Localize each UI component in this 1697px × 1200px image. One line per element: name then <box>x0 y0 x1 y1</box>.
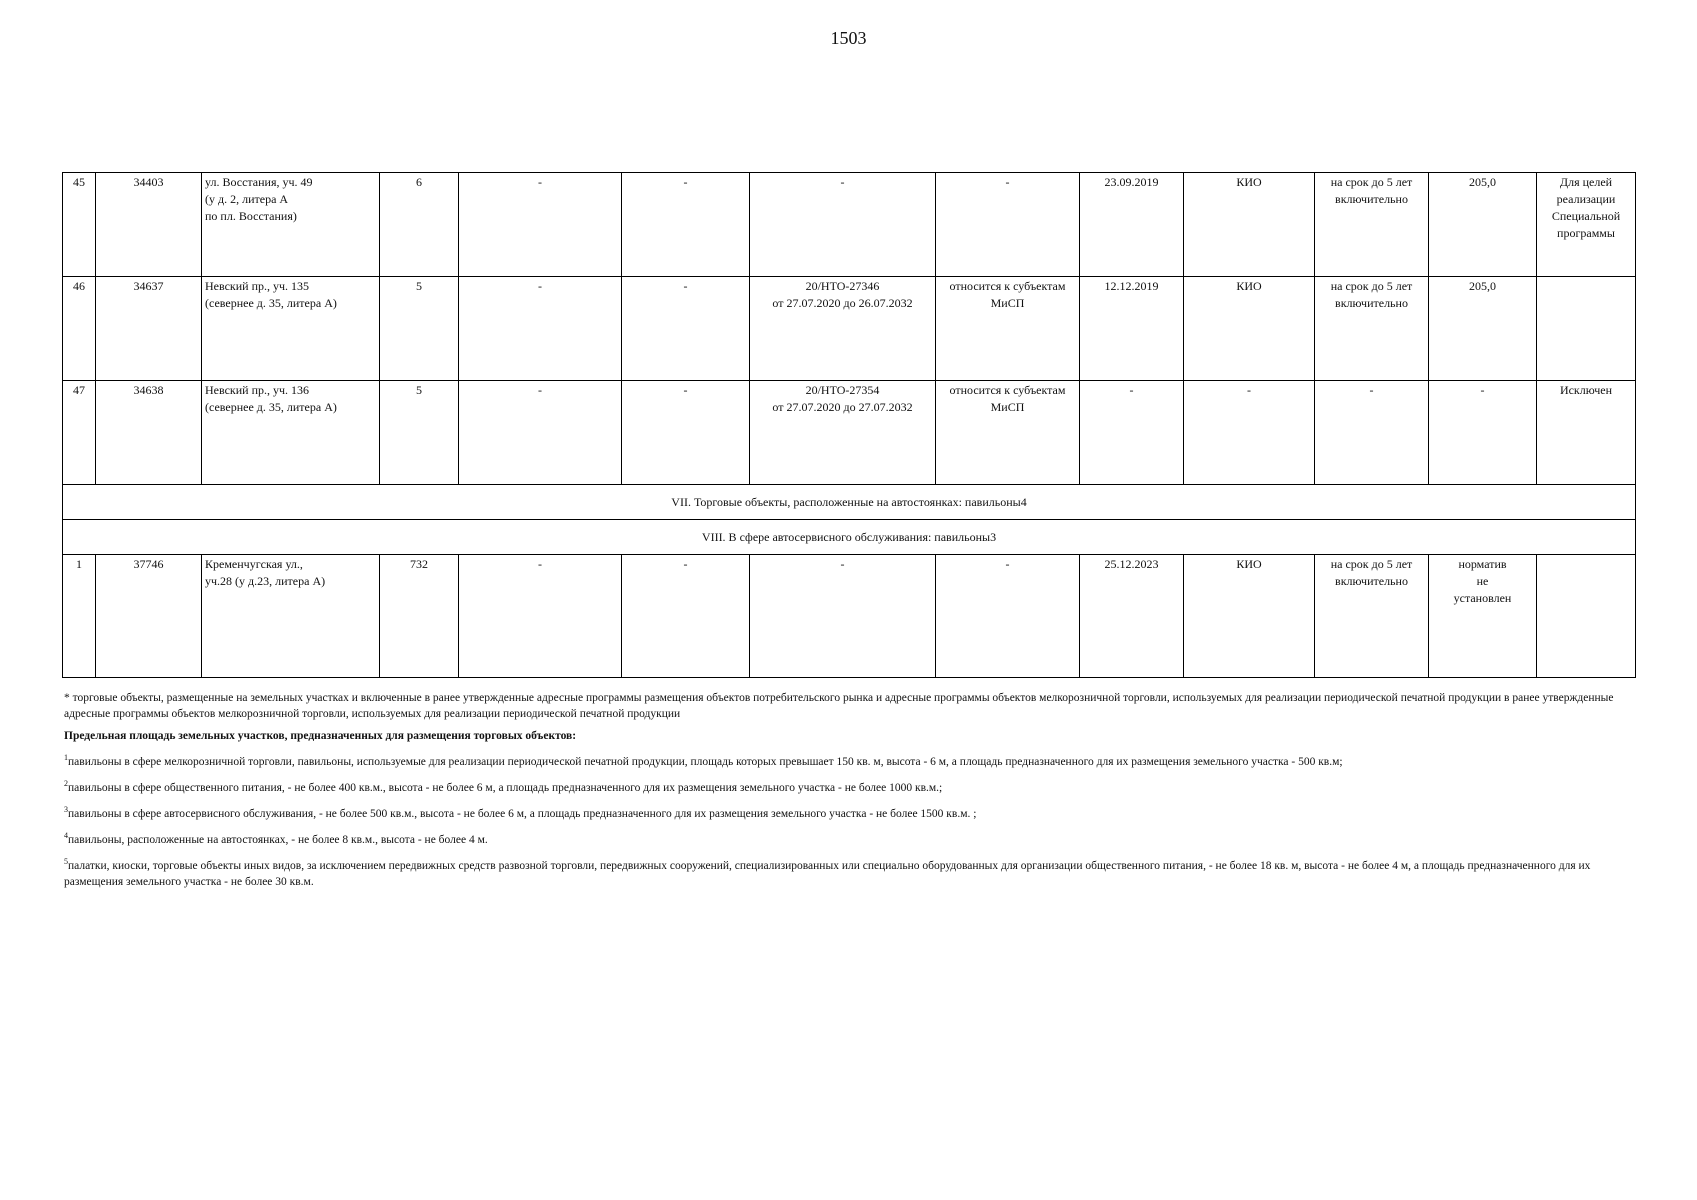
row-number: 45 <box>63 173 96 277</box>
object-address: Невский пр., уч. 136 (севернее д. 35, литера А) <box>202 381 380 485</box>
footnote-mark: 2 <box>64 779 68 788</box>
organization: КИО <box>1184 173 1315 277</box>
date-value: 12.12.2019 <box>1080 277 1184 381</box>
section-row <box>63 485 1636 520</box>
table-row <box>63 381 1636 485</box>
term-value: на срок до 5 лет включительно <box>1315 173 1429 277</box>
contract-info: 20/НТО-27354 от 27.07.2020 до 27.07.2032 <box>750 381 936 485</box>
footnotes <box>64 690 1639 900</box>
footnote-mark: 3 <box>64 805 68 814</box>
row-number: 46 <box>63 277 96 381</box>
footnote-1 <box>64 754 1639 770</box>
object-code: 37746 <box>96 555 202 678</box>
organization: - <box>1184 381 1315 485</box>
contract-info: - <box>750 173 936 277</box>
footnote-text: павильоны в сфере автосервисного обслуживания, - не более 500 кв.м., высота - не более 6 м, а площадь предназначенного для их размещения земельного участка - не более 1500 кв.м. ; <box>68 808 977 820</box>
footnote-5 <box>64 858 1639 890</box>
sme-status: относится к субъектам МиСП <box>936 277 1080 381</box>
object-code: 34637 <box>96 277 202 381</box>
footnote-3 <box>64 806 1639 822</box>
cell-col6: - <box>622 555 750 678</box>
footnote-text: палатки, киоски, торговые объекты иных видов, за исключением передвижных средств развозной торговли, передвижных сооружений, специализированных или специально оборудованных для организации общественного питания, - не более 18 кв. м, высота - не более 4 м, а площадь предназначенного для их размещения земельного участка - не более 30 кв.м. <box>64 860 1591 888</box>
sme-status: относится к субъектам МиСП <box>936 381 1080 485</box>
cell-col5: - <box>459 381 622 485</box>
term-value: на срок до 5 лет включительно <box>1315 277 1429 381</box>
area-value: 732 <box>380 555 459 678</box>
term-value: - <box>1315 381 1429 485</box>
section-row <box>63 520 1636 555</box>
contract-info: - <box>750 555 936 678</box>
register-table <box>62 172 1636 678</box>
object-address: ул. Восстания, уч. 49 (у д. 2, литера А по пл. Восстания) <box>202 173 380 277</box>
object-code: 34638 <box>96 381 202 485</box>
object-code: 34403 <box>96 173 202 277</box>
footnote-2 <box>64 780 1639 796</box>
footnote-4 <box>64 832 1639 848</box>
cell-col5: - <box>459 277 622 381</box>
rate-value: норматив не установлен <box>1429 555 1537 678</box>
note-value: Для целей реализации Специальной программы <box>1537 173 1636 277</box>
cell-col6: - <box>622 381 750 485</box>
footnote-text: павильоны в сфере общественного питания, - не более 400 кв.м., высота - не более 6 м, а площадь предназначенного для их размещения земельного участка - не более 1000 кв.м.; <box>68 782 943 794</box>
footnote-mark: 4 <box>64 831 68 840</box>
sme-status: - <box>936 555 1080 678</box>
rate-value: - <box>1429 381 1537 485</box>
area-value: 6 <box>380 173 459 277</box>
table-row <box>63 555 1636 678</box>
cell-col5: - <box>459 555 622 678</box>
object-address: Невский пр., уч. 135 (севернее д. 35, литера А) <box>202 277 380 381</box>
row-number: 47 <box>63 381 96 485</box>
date-value: - <box>1080 381 1184 485</box>
table-row <box>63 173 1636 277</box>
footnote-mark: 5 <box>64 857 68 866</box>
cell-col5: - <box>459 173 622 277</box>
footnote-heading: Предельная площадь земельных участков, предназначенных для размещения торговых объектов: <box>64 730 577 742</box>
area-value: 5 <box>380 381 459 485</box>
term-value: на срок до 5 лет включительно <box>1315 555 1429 678</box>
organization: КИО <box>1184 277 1315 381</box>
section-heading-8: VIII. В сфере автосервисного обслуживания: павильоны3 <box>63 520 1636 555</box>
organization: КИО <box>1184 555 1315 678</box>
contract-info: 20/НТО-27346 от 27.07.2020 до 26.07.2032 <box>750 277 936 381</box>
rate-value: 205,0 <box>1429 173 1537 277</box>
cell-col6: - <box>622 173 750 277</box>
footnote-mark: 1 <box>64 753 68 762</box>
row-number: 1 <box>63 555 96 678</box>
cell-col6: - <box>622 277 750 381</box>
area-value: 5 <box>380 277 459 381</box>
section-heading-7: VII. Торговые объекты, расположенные на автостоянках: павильоны4 <box>63 485 1636 520</box>
footnote-text: павильоны в сфере мелкорозничной торговли, павильоны, используемые для реализации периодической печатной продукции, площадь которых превышает 150 кв. м, высота - 6 м, а площадь предназначенного для их размещения земельного участка - 500 кв.м; <box>68 756 1343 768</box>
footnote-asterisk: * торговые объекты, размещенные на земельных участках и включенные в ранее утвержденные адресные программы размещения объектов потребительского рынка и адресные программы объектов мелкорозничной торговли, используемых для реализации периодической печатной продукции в ранее утвержденные адресные программы объектов мелкорозничной торговли, используемых для реализации периодической печатной продукции <box>64 692 1614 720</box>
page-number: 1503 <box>830 28 867 48</box>
date-value: 25.12.2023 <box>1080 555 1184 678</box>
date-value: 23.09.2019 <box>1080 173 1184 277</box>
sme-status: - <box>936 173 1080 277</box>
object-address: Кременчугская ул., уч.28 (у д.23, литера А) <box>202 555 380 678</box>
note-value: Исключен <box>1537 381 1636 485</box>
rate-value: 205,0 <box>1429 277 1537 381</box>
note-value <box>1537 555 1636 678</box>
note-value <box>1537 277 1636 381</box>
table-row <box>63 277 1636 381</box>
footnote-text: павильоны, расположенные на автостоянках, - не более 8 кв.м., высота - не более 4 м. <box>68 834 488 846</box>
